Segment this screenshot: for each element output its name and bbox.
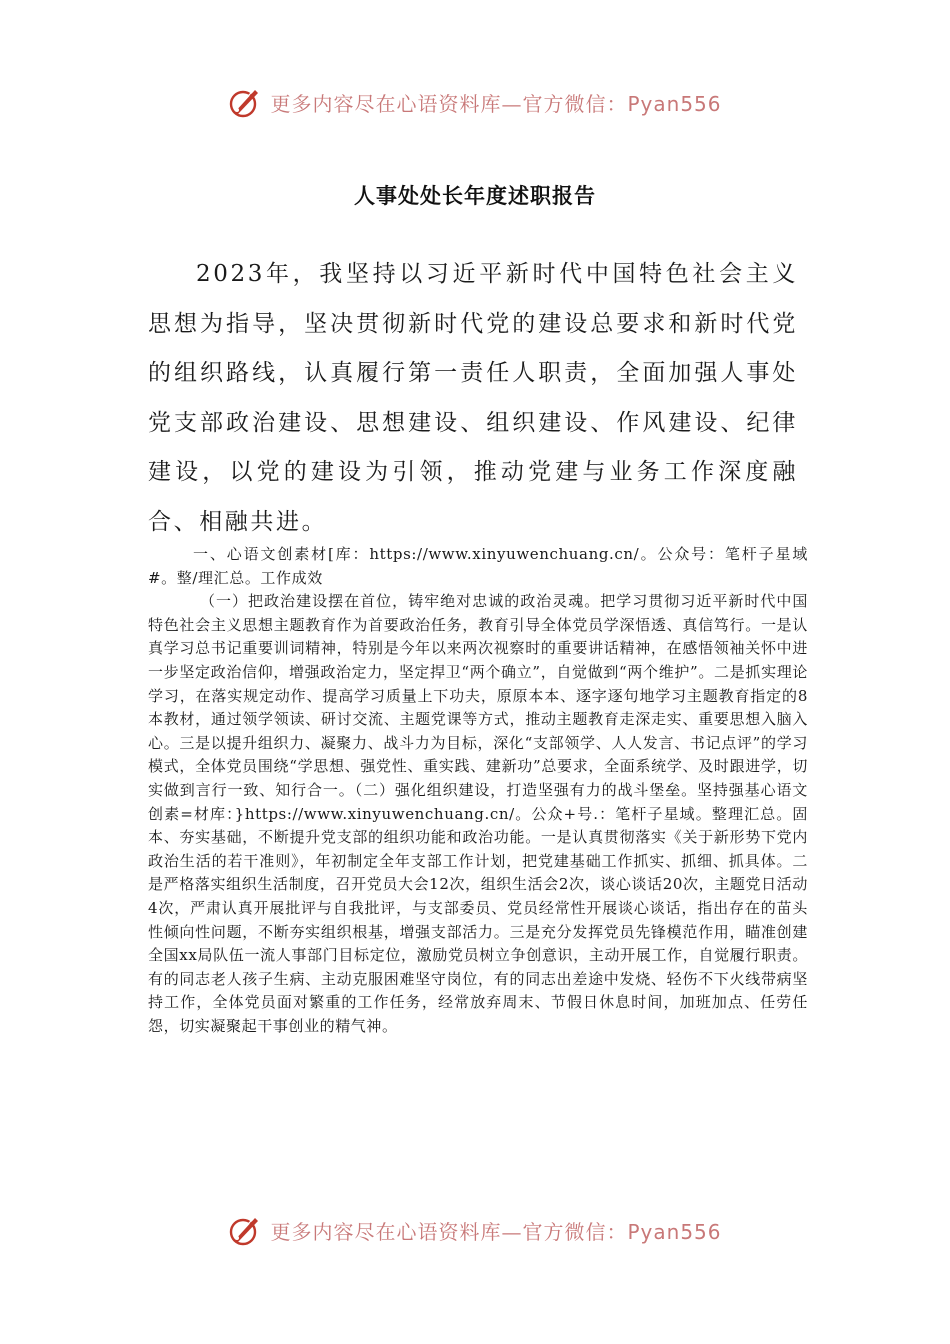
wechat-id: Pyan556	[627, 91, 722, 116]
watermark-header	[0, 82, 950, 122]
watermark-footer	[0, 1210, 950, 1250]
wechat-id: Pyan556	[627, 1219, 722, 1244]
section-heading: 一、心语文创素材[库：https://www.xinyuwenchuang.cn/。公众号：笔杆子星域#。整/理汇总。工作成效	[148, 545, 808, 587]
quill-logo-icon	[228, 85, 262, 119]
report-body	[148, 543, 808, 1038]
document-title: 人事处处长年度述职报告	[354, 183, 596, 208]
section-body: （一）把政治建设摆在首位，铸牢绝对忠诚的政治灵魂。把学习贯彻习近平新时代中国特色社会主义思想主题教育作为首要政治任务，教育引导全体党员学深悟透、真信笃行。一是认真学习总书记重要训词精神，特别是今年以来两次视察时的重要讲话精神，在感悟领袖关怀中进一步坚定政治信仰，增强政治定力，坚定捍卫“两个确立”，自觉做到“两个维护”。二是抓实理论学习，在落实规定动作、提高学习质量上下功夫，原原本本、逐字逐句地学习主题教育指定的8本教材，通过领学领读、研讨交流、主题党课等方式，推动主题教育走深走实、重要思想入脑入心。三是以提升组织力、凝聚力、战斗力为目标，深化“支部领学、人人发言、书记点评”的学习模式，全体党员围绕“学思想、强党性、重实践、建新功”总要求，全面系统学、及时跟进学，切实做到言行一致、知行合一。（二）强化组织建设，打造坚强有力的战斗堡垒。坚持强基心语文创素=材库：}https://www.xinyuwenchuang.cn/。公众+号.：笔杆子星域。整理汇总。固本、夯实基础，不断提升党支部的组织功能和政治功能。一是认真贯彻落实《关于新形势下党内政治生活的若干准则》，年初制定全年支部工作计划，把党建基础工作抓实、抓细、抓具体。二是严格落实组织生活制度，召开党员大会12次，组织生活会2次，谈心谈话20次，主题党日活动4次，严肃认真开展批评与自我批评，与支部委员、党员经常性开展谈心谈话，指出存在的苗头性倾向性问题，不断夯实组织根基，增强支部活力。三是充分发挥党员先锋模范作用，瞄准创建全国xx局队伍一流人事部门目标定位，激励党员树立争创意识，主动开展工作，自觉履行职责。有的同志老人孩子生病、主动克服困难坚守岗位，有的同志出差途中发烧、轻伤不下火线带病坚持工作，全体党员面对繁重的工作任务，经常放弃周末、节假日休息时间，加班加点、任劳任怨，切实凝聚起干事创业的精气神。	[148, 592, 808, 1035]
quill-logo-icon	[228, 1213, 262, 1247]
intro-paragraph: 2023年，我坚持以习近平新时代中国特色社会主义思想为指导，坚决贯彻新时代党的建设总要求和新时代党的组织路线，认真履行第一责任人职责，全面加强人事处党支部政治建设、思想建设、组织建设、作风建设、纪律建设，以党的建设为引领，推动党建与业务工作深度融合、相融共进。	[148, 261, 798, 535]
watermark-text: 更多内容尽在心语资料库—官方微信：Pyan556	[270, 1219, 722, 1244]
watermark-text: 更多内容尽在心语资料库—官方微信：Pyan556	[270, 91, 722, 116]
